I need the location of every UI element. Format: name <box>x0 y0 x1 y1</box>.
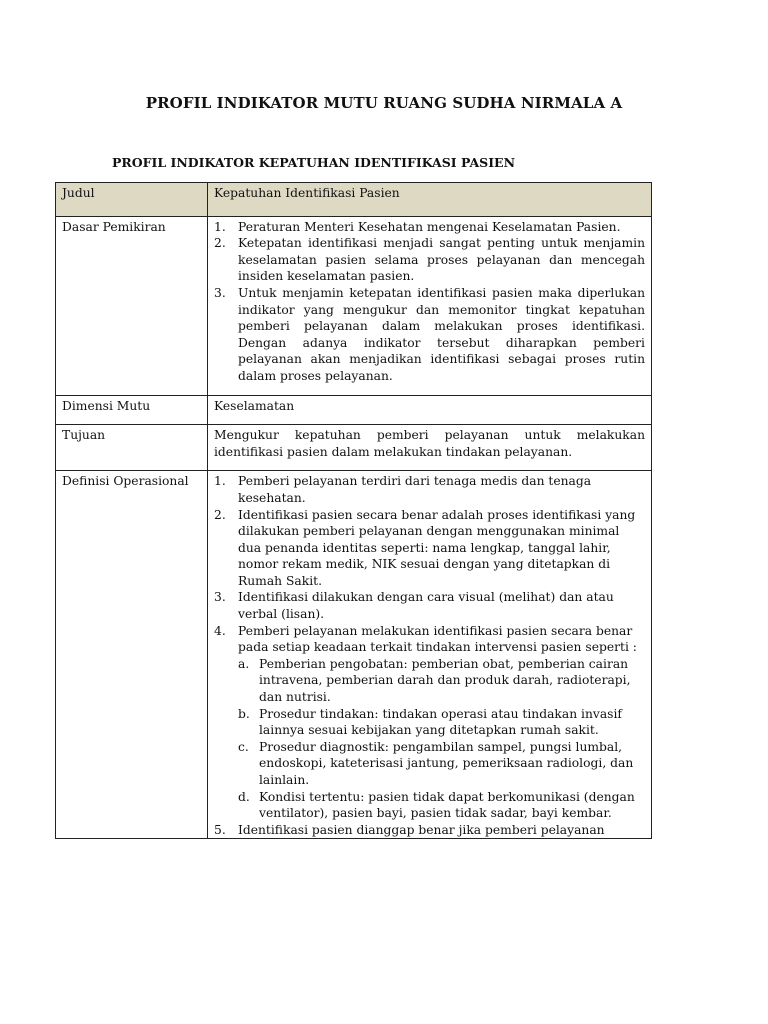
list-item: 5. Identifikasi pasien dianggap benar jika pemberi pelayanan <box>214 822 605 837</box>
sub-list-item: b. Prosedur tindakan: tindakan operasi atau tindakan invasif lainnya sesuai kebijakan yang ditetapkan rumah sakit. <box>238 706 622 738</box>
list-item: 1. Peraturan Menteri Kesehatan mengenai Keselamatan Pasien. <box>214 219 621 234</box>
list-item: 1. Pemberi pelayanan terdiri dari tenaga medis dan tenaga kesehatan. <box>214 474 592 505</box>
list-item: 2. Identifikasi pasien secara benar adalah proses identifikasi yang dilakukan pemberi pelayanan dengan menggunakan minimal dua penanda identitas seperti: nama lengkap, tanggal lahir, nomor rekam medik, NIK sesuai dengan yang ditetapkan di Rumah Sakit. <box>214 507 636 588</box>
table-row-tujuan <box>56 425 652 471</box>
table-row-dasar-pemikiran <box>56 216 652 395</box>
table-row-definisi-operasional <box>56 471 652 839</box>
list-item: 3. Untuk menjamin ketepatan identifikasi pasien maka diperlukan indikator yang mengukur dan memonitor tingkat kepatuhan pemberi pelayanan dalam melakukan proses identifikasi. Dengan adanya indikator tersebut diharapkan pemberi pelayanan akan menjadikan identifikasi sebagai proses rutin dalam proses pelayanan. <box>214 285 645 383</box>
value-tujuan: Mengukur kepatuhan pemberi pelayanan untuk melakukan identifikasi pasien dalam melakukan tindakan pelayanan. <box>208 425 652 471</box>
label-dimensi-mutu: Dimensi Mutu <box>56 395 208 425</box>
table-row-dimensi-mutu <box>56 395 652 425</box>
dasar-pemikiran-list <box>214 219 645 385</box>
sub-list-item: a. Pemberian pengobatan: pemberian obat, pemberian cairan intravena, pemberian darah dan produk darah, radioterapi, dan nutrisi. <box>238 656 631 705</box>
list-item: 4. Pemberi pelayanan melakukan identifikasi pasien secara benar pada setiap keadaan terkait tindakan intervensi pasien seperti : a. Pemberian pengobatan: pemberian obat, pemberian cairan intravena, pemberian darah dan produk darah, radioterapi, dan nutrisi. b. Prosedur tindakan: tindakan operasi atau tindakan invasif lainnya sesuai kebijakan yang ditetapkan rumah sakit. c. Prosedur diagnostik: pengambilan sampel, pungsi lumbal, endoskopi, kateterisasi jantung, pemeriksaan radiologi, dan lainlain. d. Kondisi tertentu: pasien tidak dapat berkomunikasi (dengan ventilator), pasien bayi, pasien tidak sadar, bayi kembar. <box>214 623 645 822</box>
value-dasar-pemikiran <box>208 216 652 395</box>
label-judul: Judul <box>56 183 208 217</box>
page-title: PROFIL INDIKATOR MUTU RUANG SUDHA NIRMALA A <box>145 94 623 112</box>
definisi-operasional-list <box>214 473 645 838</box>
list-item: 2. Ketepatan identifikasi menjadi sangat penting untuk menjamin keselamatan pasien selama proses pelayanan dan mencegah insiden keselamatan pasien. <box>214 236 645 284</box>
indicator-profile-table <box>55 182 652 839</box>
value-definisi-operasional <box>208 471 652 839</box>
section-title: PROFIL INDIKATOR KEPATUHAN IDENTIFIKASI PASIEN <box>112 155 515 170</box>
label-tujuan: Tujuan <box>56 425 208 471</box>
label-definisi-operasional: Definisi Operasional <box>56 471 208 839</box>
label-dasar-pemikiran: Dasar Pemikiran <box>56 216 208 395</box>
list-item: 3. Identifikasi dilakukan dengan cara visual (melihat) dan atau verbal (lisan). <box>214 590 614 622</box>
sub-list <box>238 656 645 822</box>
value-dimensi-mutu: Keselamatan <box>208 395 652 425</box>
sub-list-item: d. Kondisi tertentu: pasien tidak dapat berkomunikasi (dengan ventilator), pasien bayi, pasien tidak sadar, bayi kembar. <box>238 789 635 821</box>
value-judul: Kepatuhan Identifikasi Pasien <box>208 183 652 217</box>
sub-list-item: c. Prosedur diagnostik: pengambilan sampel, pungsi lumbal, endoskopi, kateterisasi jantung, pemeriksaan radiologi, dan lainlain. <box>238 739 634 787</box>
table-row-judul <box>56 183 652 217</box>
